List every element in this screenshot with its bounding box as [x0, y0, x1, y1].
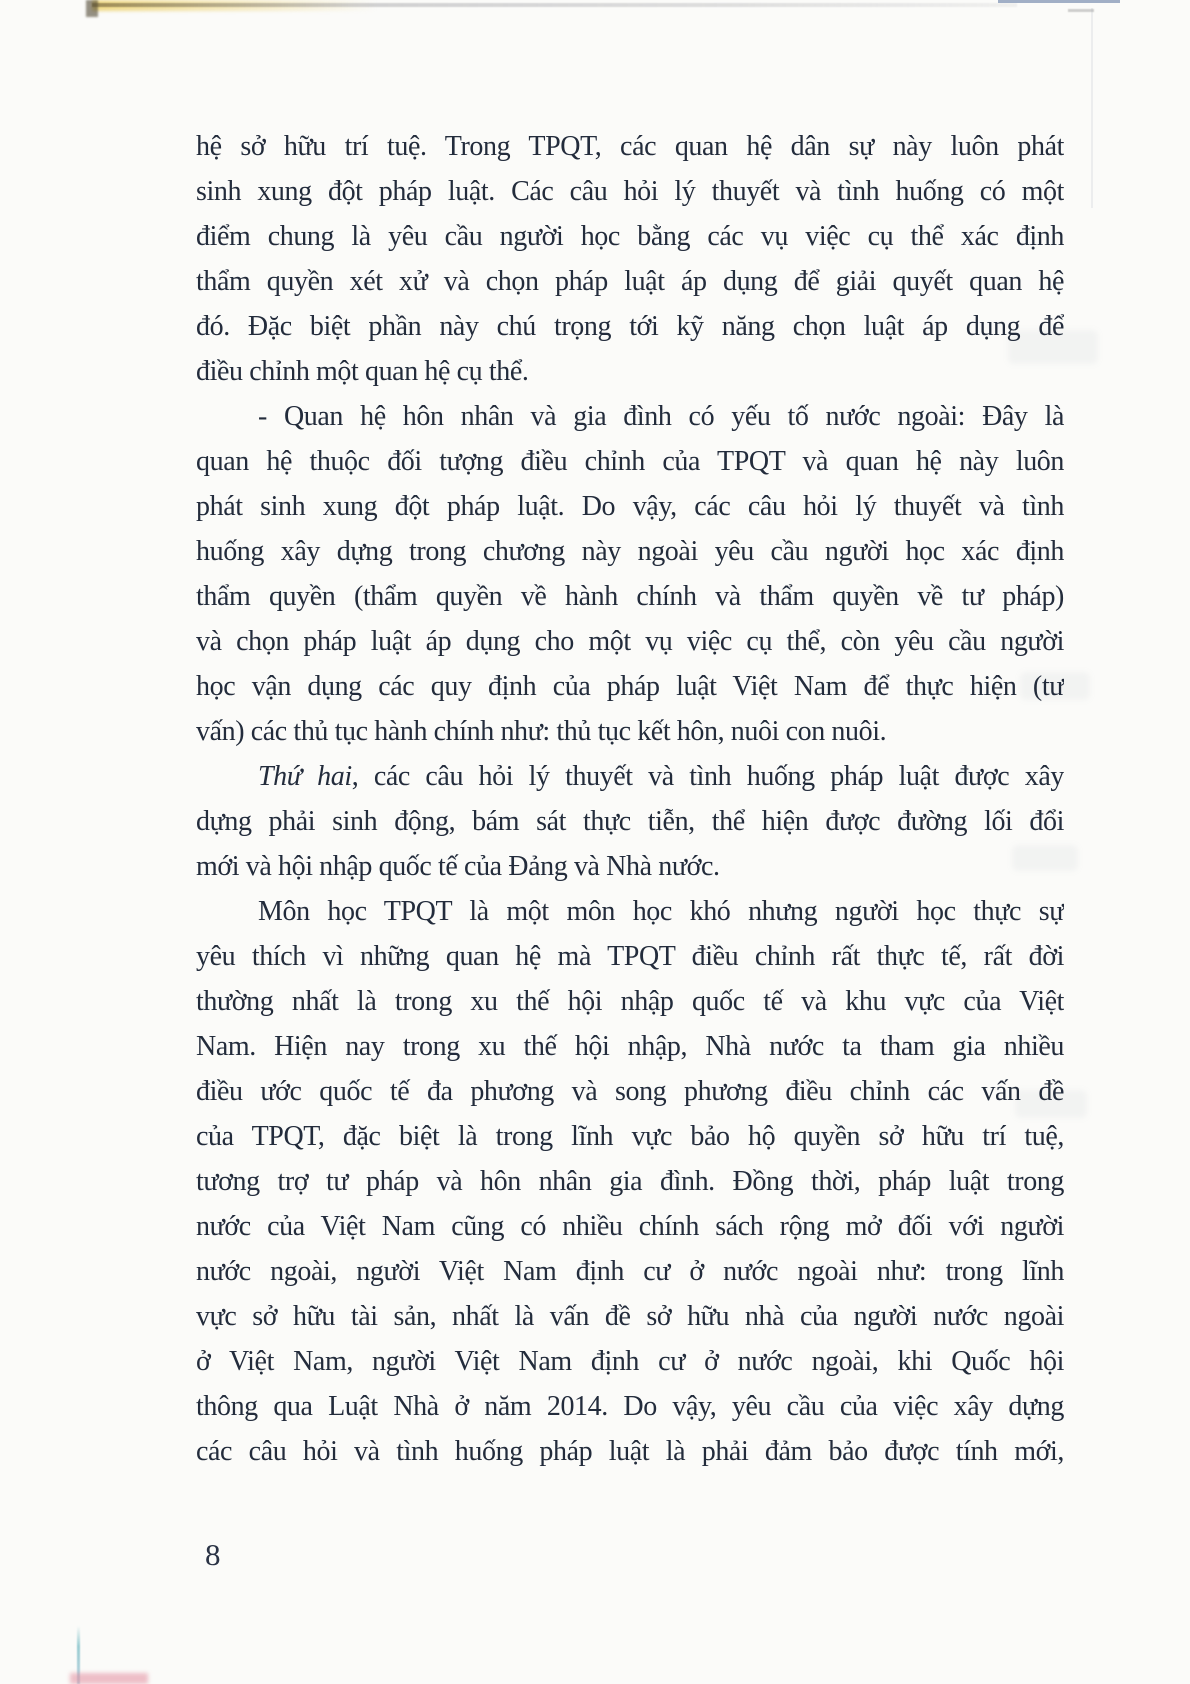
page-text — [196, 124, 1064, 1474]
scan-artifact-bottom-pink-smudge — [70, 1673, 148, 1684]
paragraph — [196, 754, 1064, 889]
text-line: sinh xung đột pháp luật. Các câu hỏi lý thuyết và tình huống có một — [196, 176, 1064, 207]
paragraph — [196, 889, 1064, 1474]
text-line: thường nhất là trong xu thế hội nhập quốc tế và khu vực của Việt — [196, 986, 1064, 1017]
text-line: điểm chung là yêu cầu người học bằng các vụ việc cụ thể xác định — [196, 221, 1064, 252]
page-number: 8 — [205, 1537, 221, 1572]
text-line: mới và hội nhập quốc tế của Đảng và Nhà nước. — [196, 851, 720, 882]
text-run: , các câu hỏi lý thuyết và tình huống pháp luật được xây — [351, 761, 1064, 792]
text-line: dựng phải sinh động, bám sát thực tiễn, thể hiện được đường lối đổi — [196, 806, 1064, 837]
text-line: Nam. Hiện nay trong xu thế hội nhập, Nhà nước ta tham gia nhiều — [196, 1031, 1064, 1062]
text-line: thẩm quyền xét xử và chọn pháp luật áp dụng để giải quyết quan hệ — [196, 266, 1064, 297]
text-line: nước của Việt Nam cũng có nhiều chính sách rộng mở đối với người — [196, 1211, 1064, 1242]
text-line: yêu thích vì những quan hệ mà TPQT điều chỉnh rất thực tế, rất đời — [196, 941, 1064, 972]
scan-artifact-bottom-teal-line — [77, 1626, 80, 1684]
text-line: học vận dụng các quy định của pháp luật Việt Nam để thực hiện (tư — [196, 671, 1064, 702]
text-line: tương trợ tư pháp và hôn nhân gia đình. Đồng thời, pháp luật trong — [196, 1166, 1064, 1197]
text-line: đó. Đặc biệt phần này chú trọng tới kỹ năng chọn luật áp dụng để — [196, 311, 1064, 342]
italic-lead: Thứ hai — [258, 761, 352, 792]
text-line: nước ngoài, người Việt Nam định cư ở nước ngoài như: trong lĩnh — [196, 1256, 1064, 1287]
text-line: ở Việt Nam, người Việt Nam định cư ở nước ngoài, khi Quốc hội — [196, 1346, 1064, 1377]
text-line — [196, 754, 1064, 799]
scan-artifact-top-left-speck — [86, 0, 98, 17]
text-line: Môn học TPQT là một môn học khó nhưng người học thực sự — [258, 896, 1064, 927]
text-line: của TPQT, đặc biệt là trong lĩnh vực bảo hộ quyền sở hữu trí tuệ, — [196, 1121, 1064, 1152]
scan-artifact-right-fold — [1091, 8, 1093, 208]
text-line: điều chỉnh một quan hệ cụ thể. — [196, 356, 529, 387]
text-line: và chọn pháp luật áp dụng cho một vụ việc cụ thể, còn yêu cầu người — [196, 626, 1064, 657]
text-line: huống xây dựng trong chương này ngoài yêu cầu người học xác định — [196, 536, 1064, 567]
scan-artifact-top-right-line — [998, 0, 1120, 3]
text-line: hệ sở hữu trí tuệ. Trong TPQT, các quan hệ dân sự này luôn phát — [196, 131, 1064, 162]
scan-artifact-top-line — [92, 3, 1017, 7]
paragraph — [196, 394, 1064, 754]
text-line: vấn) các thủ tục hành chính như: thủ tục kết hôn, nuôi con nuôi. — [196, 716, 887, 747]
text-line: quan hệ thuộc đối tượng điều chỉnh của TPQT và quan hệ này luôn — [196, 446, 1064, 477]
text-line: thông qua Luật Nhà ở năm 2014. Do vậy, yêu cầu của việc xây dựng — [196, 1391, 1064, 1422]
scan-artifact-top-right-dash — [1068, 9, 1094, 12]
text-line: thẩm quyền (thẩm quyền về hành chính và thẩm quyền về tư pháp) — [196, 581, 1064, 612]
text-line: điều ước quốc tế đa phương và song phương điều chỉnh các vấn đề — [196, 1076, 1064, 1107]
text-line: - Quan hệ hôn nhân và gia đình có yếu tố nước ngoài: Đây là — [258, 401, 1064, 432]
text-line: phát sinh xung đột pháp luật. Do vậy, các câu hỏi lý thuyết và tình — [196, 491, 1064, 522]
text-line: vực sở hữu tài sản, nhất là vấn đề sở hữu nhà của người nước ngoài — [196, 1301, 1064, 1332]
text-line: các câu hỏi và tình huống pháp luật là phải đảm bảo được tính mới, — [196, 1436, 1064, 1467]
paragraph — [196, 124, 1064, 394]
scan-artifact-top-yellow-smudge — [92, 0, 377, 11]
